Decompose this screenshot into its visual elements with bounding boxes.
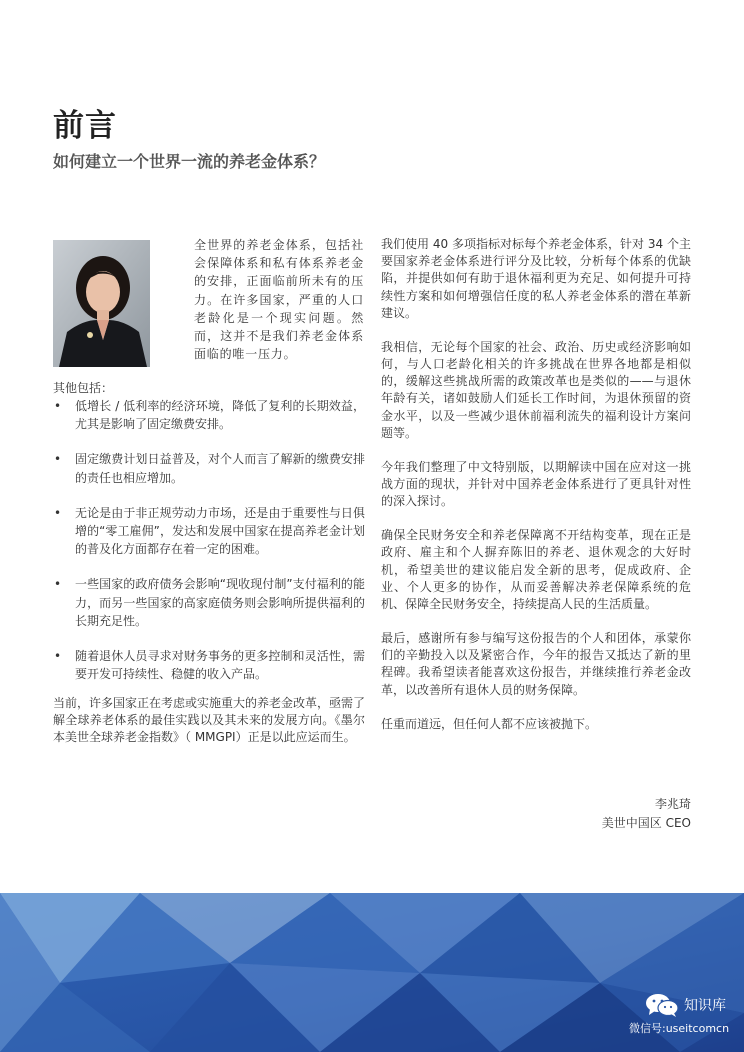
list-item: • 一些国家的政府债务会影响“现收现付制”支付福利的能力，而另一些国家的高家庭债务则会影响所提供福利的长期充足性。 [53,575,365,630]
signature-title: 美世中国区 CEO [601,816,691,830]
body-paragraph: 确保全民财务安全和养老保障离不开结构变革，现在正是政府、雇主和个人摒弃陈旧的养老、退休观念的大好时机，希望美世的建议能启发全新的思考，促成政府、企业、个人更多的协作，从而妥善解决养老保障系统的危机、保障全民财务安全，持续提高人民的生活质量。 [381,528,691,612]
list-item: • 无论是由于非正规劳动力市场，还是由于重要性与日俱增的“零工雇佣”，发达和发展中国家在提高养老金计划的普及化方面都存在着一定的困难。 [53,504,365,559]
signature-name: 李兆琦 [654,797,691,811]
page-title: 前言 [53,108,117,144]
page-subtitle: 如何建立一个世界一流的养老金体系？ [53,152,326,171]
right-column [381,236,691,750]
wechat-icon [645,993,679,1017]
ceo-portrait [53,240,150,367]
body-paragraph: 我相信，无论每个国家的社会、政治、历史或经济影响如何，与人口老龄化相关的许多挑战在世界各地都是相似的，缓解这些挑战所需的政策改革也是类似的——与退休年龄有关，诸如鼓励人们延长工作时间，为退休预留的资金水平，以及一些减少退休前福利流失的福利设计方案问题等。 [381,339,691,440]
watermark-account: 微信号:useitcomcn [629,1022,730,1035]
body-paragraph: 任重而道远，但任何人都不应该被抛下。 [381,716,598,731]
list-item: • 低增长 / 低利率的经济环境，降低了复利的长期效益，尤其是影响了固定缴费安排。 [53,397,365,433]
body-paragraph: 今年我们整理了中文特别版，以期解读中国在应对这一挑战方面的现状，并针对中国养老金体系进行了更具针对性的深入探讨。 [381,459,691,509]
list-item: • 固定缴费计划日益普及，对个人而言了解新的缴费安排的责任也相应增加。 [53,450,365,486]
closing-paragraph: 当前，许多国家正在考虑或实施重大的养老金改革，亟需了解全球养老体系的最佳实践以及其未来的发展方向。《墨尔本美世全球养老金指数》（ MMGPI）正是以此应运而生。 [53,696,366,745]
body-paragraph: 最后，感谢所有参与编写这份报告的个人和团体，承蒙你们的辛勤投入以及紧密合作，今年的报告又抵达了新的里程碑。我希望读者能喜欢这份报告，并继续推行养老金改革，以改善所有退休人员的财务保障。 [381,631,691,697]
others-label: 其他包括： [53,381,114,395]
pressure-list [53,397,365,700]
watermark-name: 知识库 [684,998,726,1014]
list-item: • 随着退休人员寻求对财务事务的更多控制和灵活性，需要开发可持续性、稳健的收入产品。 [53,647,365,683]
body-paragraph: 我们使用 40 多项指标对标每个养老金体系，针对 34 个主要国家养老金体系进行评分及比较，分析每个体系的优缺陷，并提供如何有助于退休福利更为充足、如何提升可持续性方案和如何增强信任度的私人养老金体系的潜在革新建议。 [381,237,691,320]
intro-paragraph: 全世界的养老金体系，包括社会保障体系和私有体系养老金的安排，正面临前所未有的压力。在许多国家，严重的人口老龄化是一个现实问题。然而，这并不是我们养老金体系面临的唯一压力。 [194,238,364,362]
